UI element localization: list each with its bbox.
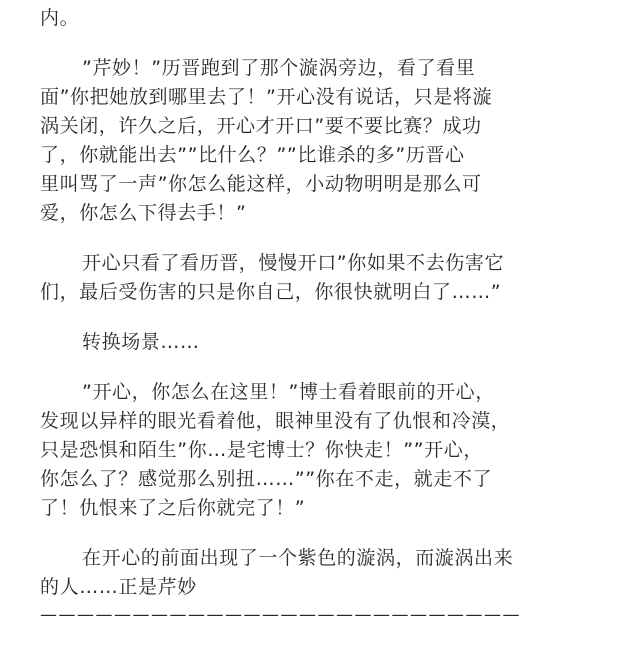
text-line: 开心只看了看历晋，慢慢开口”你如果不去伤害它 xyxy=(82,252,505,274)
text-line: 的人……正是芹妙 xyxy=(40,576,197,598)
paragraph-3 xyxy=(40,328,600,357)
text-line: ”开心，你怎么在这里！”博士看着眼前的开心， xyxy=(82,381,495,403)
text-line: 只是恐惧和陌生”你…是宅博士？你快走！””开心， xyxy=(40,439,483,461)
text-line: 们，最后受伤害的只是你自己，你很快就明白了……” xyxy=(40,281,502,303)
separator-line: —————————————————————————— xyxy=(40,605,521,625)
paragraph-5 xyxy=(40,544,600,602)
paragraph-gap xyxy=(40,33,600,54)
paragraph-gap xyxy=(40,357,600,378)
text-line: 内。 xyxy=(40,7,80,29)
paragraph-2 xyxy=(40,249,600,307)
text-line: 爱，你怎么下得去手！” xyxy=(40,202,247,224)
text-line: 转换场景…… xyxy=(82,331,200,353)
paragraph-fragment xyxy=(40,4,600,33)
text-line: 了！仇恨来了之后你就完了！” xyxy=(40,497,306,519)
paragraph-gap xyxy=(40,228,600,249)
paragraph-gap xyxy=(40,523,600,544)
text-line: 你怎么了？感觉那么别扭……””你在不走，就走不了 xyxy=(40,468,493,490)
text-line: ”芹妙！”历晋跑到了那个漩涡旁边，看了看里 xyxy=(82,57,476,79)
text-line: 里叫骂了一声”你怎么能这样，小动物明明是那么可 xyxy=(40,173,482,195)
text-line: 面”你把她放到哪里去了！”开心没有说话，只是将漩 xyxy=(40,86,493,108)
text-line: 在开心的前面出现了一个紫色的漩涡，而漩涡出来 xyxy=(82,547,514,569)
text-line: 涡关闭，许久之后，开心才开口”要不要比赛？成功 xyxy=(40,115,482,137)
paragraph-gap xyxy=(40,307,600,328)
paragraph-4 xyxy=(40,378,600,523)
text-line: 发现以异样的眼光看着他，眼神里没有了仇恨和冷漠， xyxy=(40,410,511,432)
paragraph-1 xyxy=(40,54,600,228)
text-line: 了，你就能出去””比什么？””比谁杀的多”历晋心 xyxy=(40,144,465,166)
